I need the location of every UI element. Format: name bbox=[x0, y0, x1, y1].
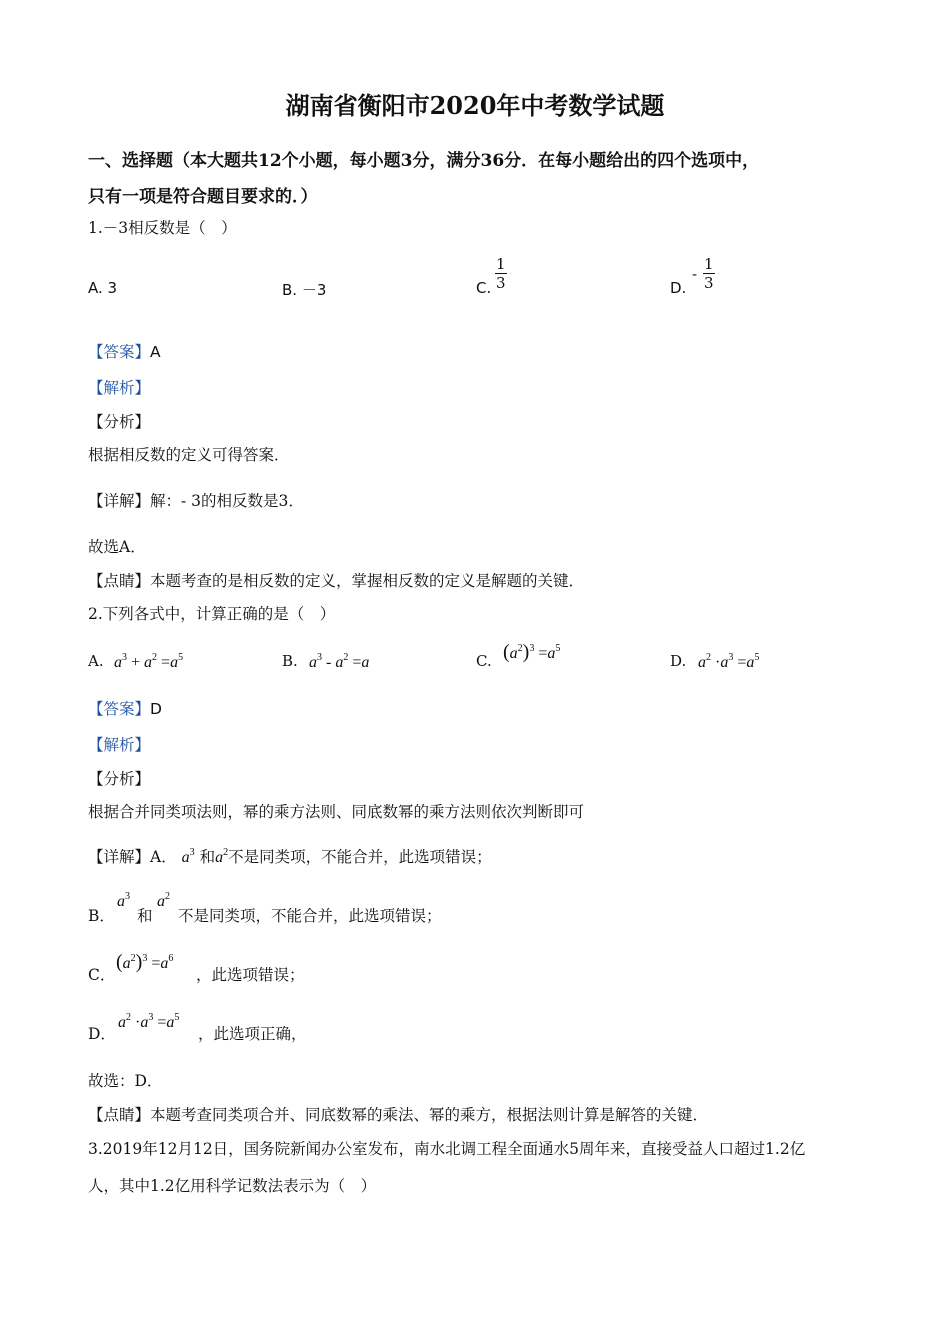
detail-suffix: 不是同类项，不能合并，此选项错误； bbox=[228, 848, 492, 866]
q2-analysis-tag: 【解析】 bbox=[88, 736, 151, 754]
q2-detail-b-prefix: B． bbox=[88, 907, 115, 925]
q2-option-b-label: B. bbox=[282, 652, 298, 670]
answer-tag: 【答案】 bbox=[88, 343, 151, 361]
q2-detail-d-prefix: D． bbox=[88, 1025, 116, 1043]
q1-answer-row bbox=[88, 340, 161, 362]
q2-comment: 【点睛】本题考查同类项合并、同底数幂的乘法、幂的乘方，根据法则计算是解答的关键． bbox=[88, 1106, 709, 1124]
q2-option-c-label: C. bbox=[476, 652, 492, 670]
q2-detail-c-expression: $(a^2)^3 =a^6$ bbox=[116, 951, 174, 973]
q2-detail-b-and: 和 bbox=[137, 907, 153, 925]
page-title: 湖南省衡阳市2020年中考数学试题 bbox=[285, 91, 665, 120]
q2-detail-c-suffix: ，此选项错误； bbox=[196, 966, 305, 984]
section-header-line-2: 只有一项是符合题目要求的．） bbox=[88, 187, 318, 207]
math-a3: $a^3$ bbox=[181, 847, 195, 866]
q2-detail-b-suffix: 不是同类项，不能合并，此选项错误； bbox=[178, 907, 442, 925]
q2-option-d-label: D. bbox=[670, 652, 687, 670]
fraction-numerator: 1 bbox=[496, 255, 506, 273]
q1-stem: 1.－3相反数是（ ） bbox=[88, 219, 237, 237]
q2-fenxi-tag: 【分析】 bbox=[88, 770, 151, 788]
fraction-denominator: 3 bbox=[704, 274, 714, 292]
q1-option-c-label: C. bbox=[476, 279, 492, 297]
q2-option-b-expression: $a^3 - a^2 =a$ bbox=[309, 652, 370, 671]
q1-fenxi-text: 根据相反数的定义可得答案． bbox=[88, 446, 290, 464]
answer-value: A bbox=[150, 343, 161, 361]
fraction-denominator: 3 bbox=[496, 274, 506, 292]
q1-option-d-fraction bbox=[703, 255, 715, 292]
section-header-line-1: 一、选择题（本大题共12个小题，每小题3分，满分36分．在每小题给出的四个选项中， bbox=[88, 151, 760, 171]
answer-value: D bbox=[150, 700, 162, 718]
q2-option-c-expression: $(a^2)^3 =a^5$ bbox=[503, 641, 561, 663]
q2-option-a-expression: $a^3 + a^2 =a^5$ bbox=[114, 652, 184, 671]
q1-fenxi-tag: 【分析】 bbox=[88, 413, 151, 431]
q1-option-a: A. 3 bbox=[88, 279, 118, 297]
q2-detail-b-a3: $a^3$ bbox=[117, 891, 130, 910]
q2-answer-row bbox=[88, 697, 162, 719]
q2-detail-d-suffix: ，此选项正确， bbox=[198, 1025, 307, 1043]
q2-choose: 故选：D． bbox=[88, 1072, 163, 1090]
q1-analysis-tag: 【解析】 bbox=[88, 379, 151, 397]
q2-detail-a bbox=[88, 845, 492, 867]
detail-and: 和 bbox=[199, 848, 216, 866]
q1-option-d-minus: - bbox=[692, 265, 698, 283]
q1-choose: 故选A． bbox=[88, 538, 146, 556]
q1-option-d-label: D. bbox=[670, 279, 687, 297]
q2-detail-b-a2: $a^2$ bbox=[157, 891, 170, 910]
fraction-numerator: 1 bbox=[704, 255, 714, 273]
q2-detail-c-prefix: C． bbox=[88, 966, 116, 984]
math-a2: $a^2$ bbox=[215, 847, 229, 866]
q2-option-a-label: A. bbox=[88, 652, 104, 670]
q1-option-c-fraction bbox=[495, 255, 507, 292]
q3-stem-line-1: 3.2019年12月12日，国务院新闻办公室发布，南水北调工程全面通水5周年来，直接受益人口超过1.2亿 bbox=[88, 1140, 806, 1158]
q2-stem: 2.下列各式中，计算正确的是（ ） bbox=[88, 605, 336, 623]
q2-fenxi-text: 根据合并同类项法则，幂的乘方法则、同底数幂的乘方法则依次判断即可 bbox=[88, 803, 585, 821]
q2-option-d-expression: $a^2 \cdot a^3 =a^5$ bbox=[698, 652, 760, 671]
answer-tag: 【答案】 bbox=[88, 700, 151, 718]
q3-stem-line-2: 人，其中1.2亿用科学记数法表示为（ ） bbox=[88, 1177, 377, 1195]
q2-detail-d-expression: $a^2 \cdot a^3 =a^5$ bbox=[118, 1012, 180, 1031]
detail-prefix: 【详解】A． bbox=[88, 848, 177, 866]
q1-comment: 【点睛】本题考查的是相反数的定义，掌握相反数的定义是解题的关键． bbox=[88, 572, 585, 590]
q1-option-b: B. －3 bbox=[282, 281, 327, 299]
q1-detail: 【详解】解：- 3的相反数是3． bbox=[88, 492, 304, 510]
